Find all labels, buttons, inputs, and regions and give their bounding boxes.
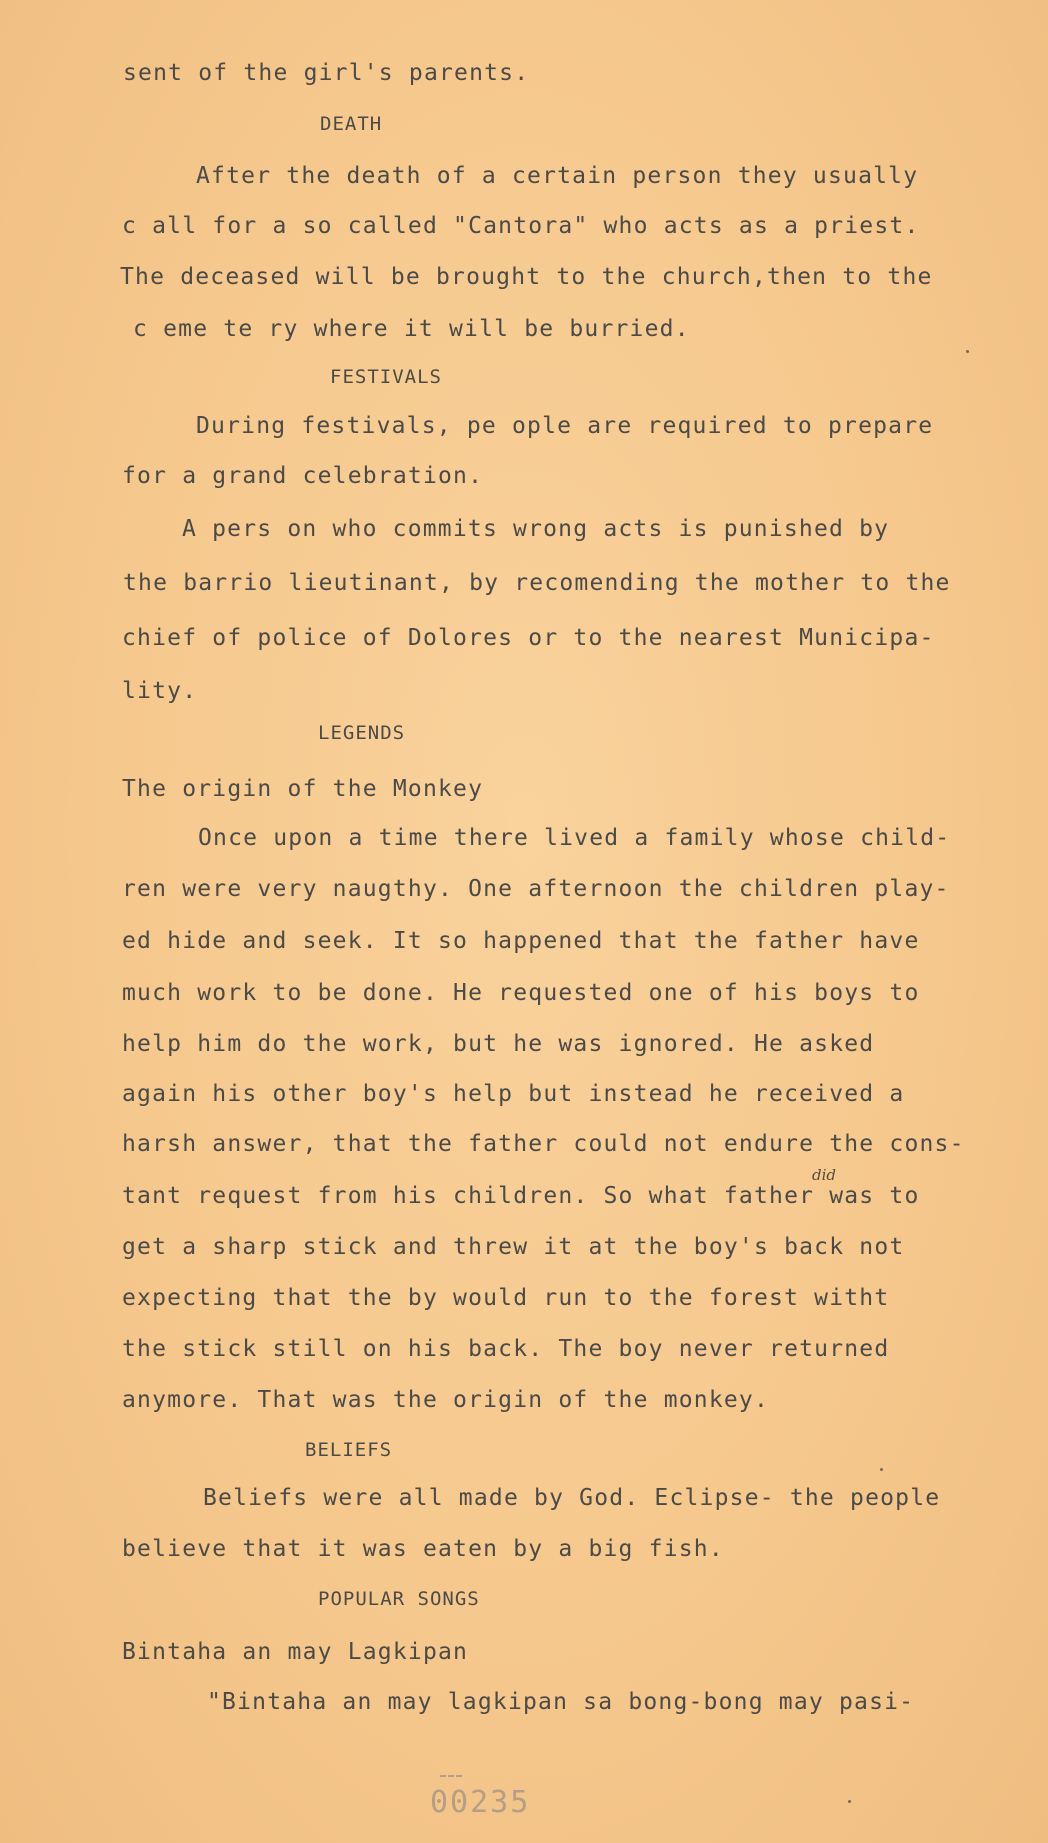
section-heading-popular-songs: POPULAR SONGS [318, 1588, 480, 1610]
paper-speck [880, 1468, 883, 1471]
section-heading-festivals: FESTIVALS [330, 366, 442, 388]
paper-speck [966, 350, 969, 353]
text-line: the stick still on his back. The boy never returned [122, 1336, 890, 1362]
section-heading-legends: LEGENDS [318, 722, 406, 744]
text-line: much work to be done. He requested one of his boys to [122, 980, 920, 1006]
text-line: believe that it was eaten by a big fish. [122, 1536, 724, 1562]
text-line: anymore. That was the origin of the monkey. [122, 1387, 770, 1413]
song-title: Bintaha an may Lagkipan [122, 1639, 469, 1665]
text-line: again his other boy's help but instead he received a [122, 1081, 905, 1107]
text-line: After the death of a certain person they usually [196, 163, 919, 189]
text-line: "Bintaha an may lagkipan sa bong-bong may pasi- [207, 1689, 915, 1715]
text-line: chief of police of Dolores or to the nearest Municipa- [122, 625, 935, 651]
text-line: tant request from his children. So what father was to [122, 1183, 920, 1209]
text-line: Beliefs were all made by God. Eclipse- the people [203, 1485, 941, 1511]
text-line: harsh answer, that the father could not endure the cons- [122, 1131, 965, 1157]
text-line: The deceased will be brought to the church,then to the [120, 264, 933, 290]
paper-speck [848, 1800, 851, 1803]
handwritten-insert: did [812, 1166, 837, 1184]
text-line: ren were very naugthy. One afternoon the children play- [122, 876, 950, 902]
text-line: Once upon a time there lived a family whose child- [198, 825, 951, 851]
text-line: the barrio lieutinant, by recomending the mother to the [123, 570, 951, 596]
text-line: for a grand celebration. [122, 463, 484, 489]
text-line: During festivals, pe ople are required to prepare [196, 413, 934, 439]
legend-title: The origin of the Monkey [122, 776, 484, 802]
text-line: A pers on who commits wrong acts is punished by [182, 516, 890, 542]
text-line: ed hide and seek. It so happened that the father have [122, 928, 920, 954]
section-heading-beliefs: BELIEFS [305, 1439, 393, 1461]
text-line: expecting that the by would run to the forest witht [122, 1285, 890, 1311]
section-heading-death: DEATH [320, 113, 383, 135]
text-line: c all for a so called "Cantora" who acts as a priest. [122, 213, 920, 239]
text-line: c eme te ry where it will be burried. [133, 316, 690, 342]
text-line: help him do the work, but he was ignored. He asked [122, 1031, 875, 1057]
text-line: get a sharp stick and threw it at the boy's back not [122, 1234, 905, 1260]
stamp-mark [440, 1775, 462, 1777]
page-number-stamp: 00235 [430, 1785, 531, 1820]
text-line: lity. [122, 678, 198, 704]
text-line: sent of the girl's parents. [123, 60, 530, 86]
